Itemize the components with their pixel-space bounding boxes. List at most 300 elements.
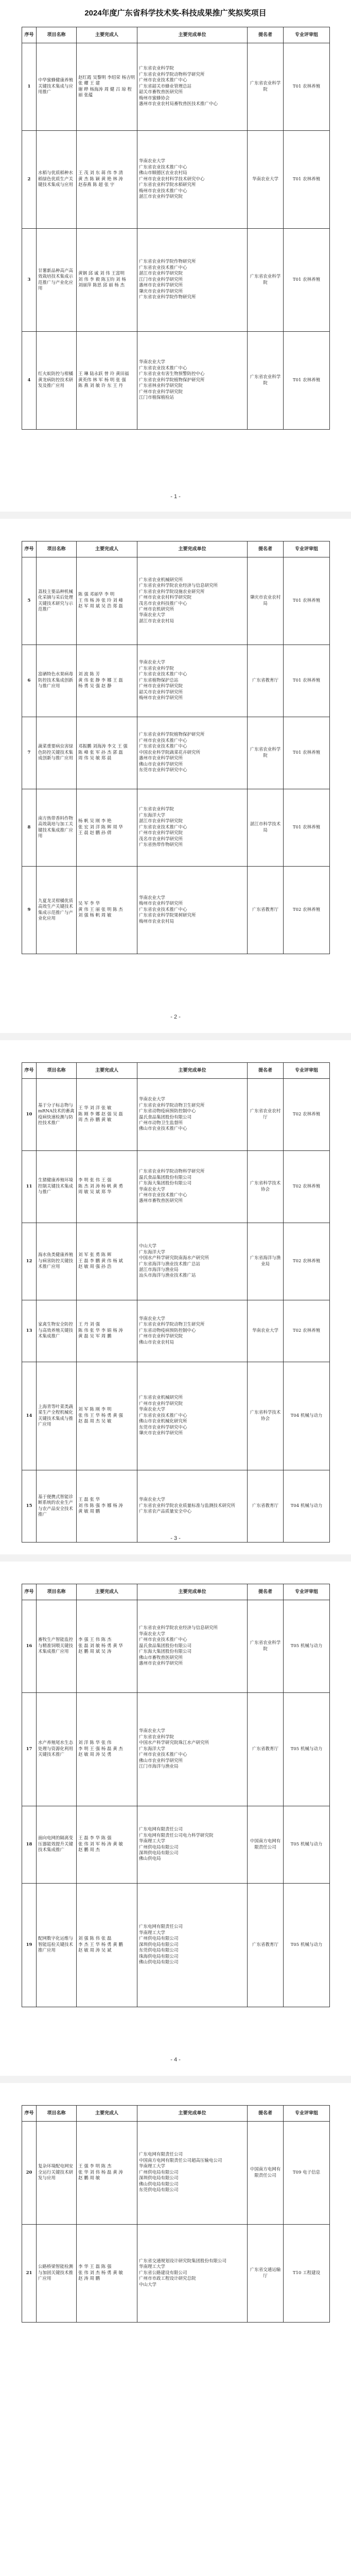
- unit-line: 广东省农业科学院农业经济与信息研究所: [139, 583, 218, 589]
- recommender: 广东省海洋与渔业局: [248, 1223, 284, 1300]
- page-separator: [0, 1554, 351, 1562]
- unit-line: 佛山市畜牧兽医研究所: [139, 1655, 183, 1660]
- contributor-line: 赵 敏 周 涛 吴 勇: [78, 1752, 112, 1758]
- contributor-line: 王 丹 刘 强: [78, 1322, 100, 1328]
- page-separator: [0, 512, 351, 519]
- table-row: [22, 1300, 330, 1362]
- review-group: T01 农林养殖: [284, 717, 330, 789]
- main-contributors: [77, 645, 137, 717]
- unit-line: 华南农业大学: [139, 1187, 166, 1192]
- column-header-field: 专业评审组: [284, 1063, 330, 1079]
- unit-line: 广东省农业科学院农业质量标准与监测技术研究所: [139, 1503, 236, 1509]
- recommender: 广东省教育厅: [248, 1470, 284, 1543]
- column-header-recommender: 提名者: [248, 27, 284, 43]
- unit-line: 广东省农业科学院动物科学研究所: [139, 72, 205, 77]
- main-units: [137, 1151, 248, 1223]
- unit-line: 广东省农业科学院植物保护研究所: [139, 732, 205, 738]
- unit-line: 中国农业科学院蔬菜花卉研究所: [139, 750, 201, 755]
- unit-line: 华南理工大学: [139, 1839, 166, 1844]
- table-row: [22, 1079, 330, 1151]
- unit-line: 广州市农业农村科学研究院: [139, 595, 192, 601]
- contributor-line: 王 磊 李 鹏 黄 伟 杨 斌: [78, 1258, 123, 1264]
- recommender: 华南农业大学: [248, 1300, 284, 1362]
- project-name: 配网数字化运维与智能巡检关键技术推广应用: [37, 1884, 77, 2007]
- unit-line: 珠海供电局有限公司: [139, 1954, 179, 1959]
- unit-line: 深圳供电局有限公司: [139, 1850, 179, 1856]
- contributor-line: 刘 强 杨 帆 周 敏: [78, 913, 112, 919]
- unit-line: 华南农业大学: [139, 1097, 166, 1103]
- main-contributors: [77, 2225, 137, 2323]
- project-name: 海水鱼类健康养殖与病害防控关键技术推广应用: [37, 1223, 77, 1300]
- unit-line: 梅州市农业科学研究所: [139, 696, 183, 701]
- contributor-line: 张 宏 刘 洋 陈 辉 周 华: [78, 824, 123, 830]
- contributor-line: 赵春燕 陈 超 张 宇: [78, 182, 115, 188]
- review-group: T02 农林养殖: [284, 1300, 330, 1362]
- unit-line: 广东省农业科学院作物研究所: [139, 295, 196, 300]
- main-units: [137, 2225, 248, 2323]
- table-row: [22, 1151, 330, 1223]
- unit-line: 广东省韶关市蜂业管理总站: [139, 83, 192, 89]
- unit-line: 广州市农业科学研究院: [139, 831, 183, 836]
- review-group: T05 机械与动力: [284, 1884, 330, 2007]
- contributor-line: 王 琳 陆永跃 曾 玲 黄田福: [78, 371, 129, 377]
- project-name: 荔枝主要品种机械化采摘与采后处理关键技术研究与示范推广: [37, 557, 77, 645]
- table-row: [22, 43, 330, 131]
- project-number: 13: [22, 1300, 37, 1362]
- unit-line: 华南农业大学: [139, 613, 166, 618]
- unit-line: 广东省动物疫病预防控制中心: [139, 1109, 196, 1114]
- unit-line: 广东省农业科学院果树研究所: [139, 913, 196, 919]
- awards-table: [22, 1584, 330, 2007]
- contributor-line: 王 伟 杨 涛 张 玲 刘 峰: [78, 598, 123, 603]
- unit-line: 广州市农业科学研究院: [139, 1334, 183, 1340]
- contributor-line: 刘 波 陈 芳: [78, 672, 100, 677]
- unit-line: 中山大学: [139, 1244, 157, 1249]
- unit-line: 茂名市农业科学研究所: [139, 836, 183, 842]
- unit-line: 广东省植物保护总站: [139, 677, 179, 683]
- main-contributors: [77, 557, 137, 645]
- main-units: [137, 1079, 248, 1151]
- contributor-line: 张 磊 刘 敏 杨 勇 黄 华: [78, 1643, 123, 1649]
- page-number: - 4 -: [170, 2057, 181, 2063]
- column-header-name: 项目名称: [37, 2106, 77, 2122]
- main-contributors: [77, 867, 137, 954]
- unit-line: 华南农业大学: [139, 1407, 166, 1413]
- contributor-line: 赵 鹏 周 敏: [78, 2176, 100, 2181]
- review-group: T01 农林养殖: [284, 557, 330, 645]
- main-units: [137, 789, 248, 867]
- unit-line: 湛江市农业科学研究院: [139, 819, 183, 824]
- unit-line: 广东省农业科学院: [139, 666, 174, 671]
- column-header-people: 主要完成人: [77, 1063, 137, 1079]
- unit-line: 佛山市农业机械化研究所: [139, 1419, 187, 1425]
- unit-line: 温氏食品集团股份有限公司: [139, 1114, 192, 1120]
- unit-line: 广东电网有限责任公司电力科学研究院: [139, 1833, 214, 1838]
- project-number: 10: [22, 1079, 37, 1151]
- unit-line: 肇庆市农业科学研究所: [139, 1431, 183, 1436]
- unit-line: 惠州市农业科学研究所: [139, 756, 183, 761]
- column-header-recommender: 提名者: [248, 2106, 284, 2122]
- contributor-line: 张 伟 刘 杰 杨 勇 黄 敏: [78, 2270, 123, 2276]
- unit-line: 广东省农业技术推广中心: [139, 164, 187, 170]
- unit-line: 广州市农业科学研究院: [139, 1401, 183, 1406]
- contributor-line: 陈 刚 李 娜 赵 强 吴 磊: [78, 1111, 123, 1117]
- unit-line: 惠州市农业科学研究所: [139, 283, 183, 289]
- unit-line: 广州供电局有限公司: [139, 1936, 179, 1942]
- main-contributors: [77, 1806, 137, 1884]
- unit-line: 肇庆市农业科学研究所: [139, 289, 183, 294]
- awards-table: [22, 1062, 330, 1543]
- main-contributors: [77, 1470, 137, 1543]
- unit-line: 广东省农业技术推广中心: [139, 265, 187, 270]
- unit-line: 广东省农业科学院作物研究所: [139, 259, 196, 265]
- table-row: [22, 645, 330, 717]
- document-title: 2024年度广东省科学技术奖-科技成果推广奖拟奖项目: [84, 9, 267, 18]
- project-name: 红火蚁防控与柑橘黄龙病防控技术研发及推广应用: [37, 332, 77, 430]
- column-header-units: 主要完成单位: [137, 1063, 248, 1079]
- project-number: 5: [22, 557, 37, 645]
- main-contributors: [77, 1884, 137, 2007]
- unit-line: 广州供电局有限公司: [139, 1844, 179, 1850]
- contributor-line: 刘丽萍 陈思 邱 丽 杨 杰: [78, 283, 125, 289]
- main-contributors: [77, 717, 137, 789]
- contributor-line: 王 茂 刘 东 蒋 伟 李 清: [78, 171, 123, 176]
- unit-line: 湛江市农业农村局: [139, 618, 174, 624]
- unit-line: 华南农业大学: [139, 660, 166, 666]
- contributor-line: 赵 军 周 斌 吴 浩 郑 磊: [78, 604, 123, 609]
- unit-line: 广州市农业科学研究院: [139, 389, 183, 395]
- main-units: [137, 1884, 248, 2007]
- table-row: [22, 2225, 330, 2323]
- unit-line: 江门市农业科学研究所: [139, 277, 183, 282]
- unit-line: 佛山市农业农村局: [139, 1340, 174, 1345]
- project-name: 中华蜜蜂健康养殖关键技术集成与应用推广: [37, 43, 77, 131]
- project-name: 生猪健康养殖环境控制关键技术集成与推广: [37, 1151, 77, 1223]
- unit-line: 广东海洋大学: [139, 1746, 166, 1752]
- unit-line: 东莞供电局有限公司: [139, 1948, 179, 1954]
- page-number: - 2 -: [170, 1014, 181, 1020]
- main-units: [137, 1362, 248, 1470]
- unit-line: 中国南方电网有限责任公司超高压输电公司: [139, 2158, 222, 2163]
- contributor-line: 赵 鹏 周 杰: [78, 1848, 100, 1853]
- column-header-name: 项目名称: [37, 1584, 77, 1600]
- review-group: T01 农林养殖: [284, 131, 330, 229]
- project-number: 9: [22, 867, 37, 954]
- column-header-no: 序号: [22, 27, 37, 43]
- awards-table: [22, 541, 330, 954]
- main-contributors: [77, 1693, 137, 1806]
- contributor-line: 谢 晔 杨海涛 周 健 吕 琼 程 丽 张蕴: [78, 87, 132, 98]
- main-contributors: [77, 229, 137, 332]
- unit-line: 华南农业大学: [139, 1497, 166, 1503]
- table-header-row: [22, 1063, 330, 1079]
- main-units: [137, 2122, 248, 2225]
- main-units: [137, 229, 248, 332]
- page: [0, 0, 351, 510]
- contributor-line: 杨 勇 吴 强 赵 静: [78, 684, 112, 689]
- column-header-units: 主要完成单位: [137, 27, 248, 43]
- column-header-field: 专业评审组: [284, 27, 330, 43]
- page-separator: [0, 2076, 351, 2083]
- contributor-line: 刘 军 陈 刚 李 明: [78, 1407, 112, 1413]
- table-row: [22, 717, 330, 789]
- contributor-line: 张 伟 王 华 杨 勇 黄 强: [78, 1413, 123, 1418]
- table-row: [22, 332, 330, 430]
- contributor-line: 李 明 张 伟 王 强: [78, 1178, 112, 1183]
- review-group: T04 机械与动力: [284, 1470, 330, 1543]
- unit-line: 温氏食品集团股份有限公司: [139, 1643, 192, 1649]
- unit-line: 惠州市农业科学研究所: [139, 1661, 183, 1667]
- page: [0, 1563, 351, 2074]
- main-units: [137, 1223, 248, 1300]
- column-header-no: 序号: [22, 1584, 37, 1600]
- unit-line: 广东省热带作物研究所: [139, 842, 183, 848]
- unit-line: 广东省农业技术推广中心: [139, 1413, 187, 1418]
- main-units: [137, 717, 248, 789]
- recommender: 广东省农业科学院: [248, 229, 284, 332]
- unit-line: 华南农业大学: [139, 159, 166, 164]
- review-group: T01 农林养殖: [284, 332, 330, 430]
- unit-line: 佛山市农业技术推广中心: [139, 1126, 187, 1132]
- main-contributors: [77, 332, 137, 430]
- recommender: 中国南方电网有限责任公司: [248, 1806, 284, 1884]
- main-contributors: [77, 2122, 137, 2225]
- project-number: 21: [22, 2225, 37, 2323]
- unit-line: 广东省林业科学研究院: [139, 383, 183, 389]
- unit-line: 广东电网有限责任公司: [139, 1924, 183, 1930]
- project-name: 上海青等叶菜类蔬菜生产全程机械化关键技术集成与推广应用: [37, 1362, 77, 1470]
- main-units: [137, 131, 248, 229]
- unit-line: 韶关市农业科学研究所: [139, 689, 183, 695]
- project-number: 12: [22, 1223, 37, 1300]
- unit-line: 中国水产科学研究院珠江水产研究所: [139, 1740, 209, 1746]
- table-row: [22, 2122, 330, 2225]
- unit-line: 广东海大集团股份有限公司: [139, 1181, 192, 1187]
- recommender: 广东省教育厅: [248, 867, 284, 954]
- contributor-line: 黄英伟 林 军 杨 明 张 强: [78, 377, 126, 383]
- unit-line: 广州市农机研究所: [139, 606, 174, 612]
- project-name: 水稻与优质稻种水稻绿色优质生产关键技术集成与应用: [37, 131, 77, 229]
- unit-line: 佛山供电局: [139, 1856, 161, 1862]
- unit-line: 梅州市农业技术推广中心: [139, 188, 187, 194]
- unit-line: 广东省农产品质量安全中心: [139, 1509, 192, 1515]
- project-number: 11: [22, 1151, 37, 1223]
- recommender: 广东省教育厅: [248, 1884, 284, 2007]
- column-header-name: 项目名称: [37, 27, 77, 43]
- review-group: T05 机械与动力: [284, 1806, 330, 1884]
- review-group: T01 农林养殖: [284, 43, 330, 131]
- page: [0, 2084, 351, 2576]
- main-contributors: [77, 43, 137, 131]
- contributor-line: 周 伟 吴 敏 郑 晨: [78, 756, 112, 761]
- table-row: [22, 1884, 330, 2007]
- unit-line: 广州市农业技术推广中心: [139, 78, 187, 83]
- project-name: 水产养殖尾水生态处理与资源化利用关键技术推广: [37, 1693, 77, 1806]
- unit-line: 湛江市海洋与渔业局: [139, 1267, 179, 1273]
- contributor-line: 张 伟 刘 军 杨 涛 黄 敏: [78, 1841, 123, 1847]
- unit-line: 广州市农业技术推广中心: [139, 738, 187, 743]
- unit-line: 广东省农业科学院动物卫生研究所: [139, 1103, 205, 1108]
- project-number: 20: [22, 2122, 37, 2225]
- column-header-people: 主要完成人: [77, 2106, 137, 2122]
- unit-line: 佛山市农业科学研究所: [139, 761, 183, 767]
- project-number: 6: [22, 645, 37, 717]
- project-number: 16: [22, 1600, 37, 1693]
- table-header-row: [22, 541, 330, 557]
- contributor-line: 陈 伟 张 华 李 娟 杨 涛: [78, 1328, 123, 1333]
- contributor-line: 赵 涛 周 鹏: [78, 2276, 100, 2282]
- contributor-line: 李 华 王 磊 陈 强: [78, 2264, 112, 2270]
- unit-line: 梅州市农业科学研究所: [139, 901, 183, 907]
- unit-line: 广东省农业科学院植物保护研究所: [139, 377, 205, 383]
- contributor-line: 赵 鹏 周 斌 吴 涛: [78, 1649, 112, 1655]
- contributor-line: 黄 杰 陈 颖 黄 艳 林 涛: [78, 176, 123, 182]
- unit-line: 广东省农业科学院农业经济与信息研究所: [139, 1625, 218, 1631]
- unit-line: 东莞市农业科学研究中心: [139, 1425, 187, 1430]
- main-units: [137, 1300, 248, 1362]
- unit-line: 广东省农业科学院动物科学研究所: [139, 1169, 205, 1175]
- unit-line: 佛山市农业科学研究所: [139, 1758, 183, 1764]
- column-header-units: 主要完成单位: [137, 2106, 248, 2122]
- recommender: 广东省教育厅: [248, 1693, 284, 1806]
- main-contributors: [77, 1600, 137, 1693]
- page-number: - 1 -: [170, 494, 181, 500]
- main-contributors: [77, 789, 137, 867]
- unit-line: 梅州市农业农村局: [139, 919, 174, 924]
- recommender: 广东省交通运输厅: [248, 2225, 284, 2323]
- project-number: 8: [22, 789, 37, 867]
- contributor-line: 邓振鹏 刘海涛 李文 王 强: [78, 744, 128, 750]
- unit-line: 广东电网有限责任公司: [139, 2152, 183, 2158]
- unit-line: 华南理工大学: [139, 1930, 166, 1936]
- unit-line: 佛山供电局有限公司: [139, 1960, 179, 1965]
- unit-line: 广东省农业科学院动物卫生研究所: [139, 1322, 205, 1328]
- unit-line: 广东省农业科学院设施农业研究所: [139, 589, 205, 595]
- project-name: 九夏龙灵柑橘优质高效生产关键技术集成示范推广与产业化应用: [37, 867, 77, 954]
- unit-line: 广东省农业有害生物预警防控中心: [139, 371, 205, 377]
- table-row: [22, 1693, 330, 1806]
- awards-table: [22, 27, 330, 430]
- review-group: T01 农林养殖: [284, 645, 330, 717]
- column-header-units: 主要完成单位: [137, 541, 248, 557]
- project-name: 畜牧生产智能监控与精准饲喂关键技术集成推广应用: [37, 1600, 77, 1693]
- unit-line: 华南农业大学: [139, 1728, 166, 1734]
- unit-line: 汕头市海洋与渔业技术推广站: [139, 1273, 196, 1279]
- contributor-line: 王 磊 张 华: [78, 1497, 100, 1503]
- column-header-no: 序号: [22, 2106, 37, 2122]
- page-separator: [0, 1033, 351, 1040]
- unit-line: 华南理工大学: [139, 2264, 166, 2270]
- table-header-row: [22, 27, 330, 43]
- recommender: 湛江市科学技术局: [248, 789, 284, 867]
- contributor-line: 刘 军 张 勇 陈 辉: [78, 1252, 112, 1258]
- unit-line: 温氏食品集团股份有限公司: [139, 1175, 192, 1180]
- table-row: [22, 1470, 330, 1543]
- project-number: 19: [22, 1884, 37, 2007]
- unit-line: 广州市农业科学研究院: [139, 684, 183, 689]
- unit-line: 广东省海洋与渔业技术推广总站: [139, 1261, 201, 1267]
- contributor-line: 刘 伟 陈 强 李 娜 杨 涛: [78, 1503, 123, 1509]
- unit-line: 广东省农业机械研究所: [139, 577, 183, 583]
- unit-line: 广东海大集团股份有限公司: [139, 1649, 192, 1655]
- recommender: 广东省科学技术协会: [248, 1362, 284, 1470]
- main-units: [137, 557, 248, 645]
- column-header-units: 主要完成单位: [137, 1584, 248, 1600]
- recommender: 肇庆市农业农村局: [248, 557, 284, 645]
- contributor-line: 李 杰 王 华 杨 勇 黄 鹏: [78, 1942, 123, 1947]
- contributor-line: 陈 峰 张 军 孙 杰 郭 磊: [78, 750, 123, 755]
- main-units: [137, 1470, 248, 1543]
- main-units: [137, 1693, 248, 1806]
- unit-line: 广东省交通规划设计研究院集团股份有限公司: [139, 2258, 227, 2264]
- project-name: 基于便携式智能诊断系统的农业生产与农产品安全技术推广: [37, 1470, 77, 1543]
- review-group: T10 工程建设: [284, 2225, 330, 2323]
- unit-line: 华南农业大学: [139, 360, 166, 365]
- contributor-line: 黄 伟 王 丽 张 明 陈 杰: [78, 907, 123, 912]
- unit-line: 惠州市农业农村局畜牧兽医技术推广中心: [139, 101, 218, 107]
- unit-line: 江门市植保植检站: [139, 395, 174, 401]
- table-row: [22, 131, 330, 229]
- contributor-line: 陈 燕 刘 敏 许 东 王 丹: [78, 383, 123, 389]
- project-name: 富硒特色水果病毒防控技术集成创新与推广应用: [37, 645, 77, 717]
- project-name: 公路桥梁智能检测与加固关键技术推广应用: [37, 2225, 77, 2323]
- unit-line: 广东省农业技术推广中心: [139, 365, 187, 371]
- recommender: 广东省农业农村厅: [248, 1079, 284, 1151]
- contributor-line: 周 杰 孙 鹏 黄 敏: [78, 1117, 112, 1123]
- contributor-line: 陈 杰 刘 涛 杨 帆 黄 勇: [78, 1183, 123, 1189]
- main-contributors: [77, 131, 137, 229]
- column-header-name: 项目名称: [37, 1063, 77, 1079]
- project-number: 4: [22, 332, 37, 430]
- review-group: T02 农林养殖: [284, 1079, 330, 1151]
- unit-line: 东莞市农业科学研究中心: [139, 768, 187, 773]
- table-row: [22, 867, 330, 954]
- recommender: 广东省农业科学院: [248, 332, 284, 430]
- unit-line: 深圳供电局有限公司: [139, 2176, 179, 2181]
- review-group: T02 农林养殖: [284, 867, 330, 954]
- unit-line: 广东省动物疫病预防控制中心: [139, 1328, 196, 1333]
- review-group: T02 农林养殖: [284, 1223, 330, 1300]
- table-header-row: [22, 2106, 330, 2122]
- unit-line: 广东海洋大学: [139, 1249, 166, 1255]
- column-header-people: 主要完成人: [77, 541, 137, 557]
- unit-line: 广东省农业技术推广中心: [139, 824, 187, 830]
- unit-line: 韶关市畜牧兽医研究所: [139, 90, 183, 95]
- contributor-line: 赵红霞 吴黎明 李绍荣 杨吉明 张 耀 王 建: [78, 75, 135, 87]
- project-number: 7: [22, 717, 37, 789]
- unit-line: 广州市动物卫生监督所: [139, 1120, 183, 1126]
- unit-line: 广州市农业技术推广中心: [139, 1752, 187, 1758]
- project-number: 2: [22, 131, 37, 229]
- unit-line: 广州市农业技术推广中心: [139, 1637, 187, 1643]
- unit-line: 广东省农业科学院水稻研究所: [139, 182, 196, 188]
- unit-line: 深圳供电局有限公司: [139, 1942, 179, 1947]
- unit-line: 广东省农业科学院: [139, 1734, 174, 1740]
- recommender: 广东省农业科学院: [248, 43, 284, 131]
- column-header-recommender: 提名者: [248, 1584, 284, 1600]
- contributor-line: 李 强 王 伟 陈 杰: [78, 1637, 112, 1643]
- table-row: [22, 1600, 330, 1693]
- contributor-line: 王 强 李 明 陈 杰: [78, 2164, 112, 2170]
- unit-line: 广州供电局有限公司: [139, 2170, 179, 2175]
- main-contributors: [77, 1223, 137, 1300]
- project-number: 15: [22, 1470, 37, 1543]
- recommender: 广东省农业科学院: [248, 1600, 284, 1693]
- unit-line: 广东海洋大学: [139, 812, 166, 818]
- project-number: 1: [22, 43, 37, 131]
- contributor-line: 赵 敏 周 强 孙 浩: [78, 1264, 112, 1270]
- awards-table: [22, 2105, 330, 2323]
